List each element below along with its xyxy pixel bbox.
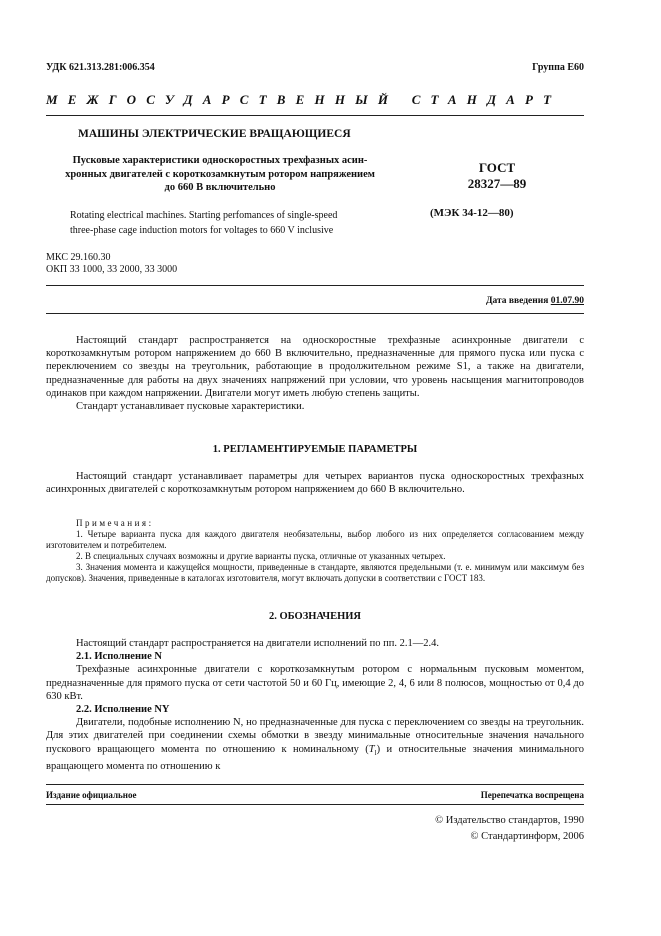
- subtitle-line: до 660 В включительно: [164, 182, 276, 193]
- subsection-2-1-heading: 2.1. Исполнение N: [76, 651, 162, 663]
- copyright-line: © Издательство стандартов, 1990: [435, 815, 584, 826]
- udk-code: УДК 621.313.281:006.354: [46, 62, 155, 73]
- section-2-title: 2. ОБОЗНАЧЕНИЯ: [268, 611, 362, 622]
- effective-date-label: Дата введения: [485, 296, 549, 306]
- torque-subscript: l: [374, 748, 377, 757]
- classification-codes: [46, 252, 177, 276]
- subsection-2-2-paragraph: [46, 716, 584, 773]
- codes-rule: [46, 285, 584, 286]
- english-title: [70, 209, 400, 238]
- header-rule: [46, 115, 584, 116]
- section-2-paragraph: Настоящий стандарт распространяется на двигатели исполнений по пп. 2.1—2.4.: [76, 638, 439, 649]
- english-title-line: three-phase cage induction motors for voltages to 660 V inclusive: [70, 224, 334, 236]
- intro-paragraph: Настоящий стандарт распространяется на односкоростные трехфазные асинхронные двигатели с короткозамкнутым ротором напряжением до 660 В включительно, предназначенные для прямого пуска или пуска с переключением со звезды на треугольник, работающие в продолжительном режиме S1, а также на двигатели, предназначенные для работы на двух значениях напряжений при условии, что уровень насыщения магнитопроводов одинаков при каждом напряжении. Двигатели могут иметь любую степень защиты.: [46, 335, 584, 399]
- intro-block: [46, 334, 584, 413]
- paragraph-text: ) и относительные значения минимального вращающего момента по отношению к: [46, 743, 584, 772]
- section-1-title: 1. РЕГЛАМЕНТИРУЕМЫЕ ПАРАМЕТРЫ: [212, 444, 418, 455]
- paragraph-text: Двигатели, подобные исполнению N, но предназначенные для пуска с переключением со звезды на треугольник. Для этих двигателей при соединении схемы обмотки в звезду минимальные относительные значения начального пускового вращающего момента по отношению к номинальному (: [46, 717, 584, 755]
- subsection-2-2-heading: 2.2. Исполнение NY: [76, 704, 170, 716]
- date-rule: [46, 313, 584, 314]
- footer-rule: [46, 784, 584, 785]
- reprint-notice: Перепечатка воспрещена: [480, 790, 584, 800]
- section-1-notes: [46, 518, 584, 584]
- gost-label: ГОСТ: [478, 160, 516, 175]
- subsection-2-1-paragraph: Трехфазные асинхронные двигатели с короткозамкнутым ротором с нормальным пусковым моментом, предназначенные для прямого пуска от сети частотой 50 и 60 Гц, имеющие 2, 4, 6 или 8 полюсов, мощностью от 0,4 до 630 кВт.: [46, 664, 584, 702]
- effective-date-value: 01.07.90: [550, 296, 584, 306]
- gost-number: 28327—89: [467, 176, 527, 191]
- group-code: Группа Е60: [532, 62, 584, 73]
- effective-date: [486, 296, 584, 306]
- torque-symbol: T: [368, 743, 375, 755]
- section-1-body: [46, 470, 584, 496]
- document-subtitle: [55, 154, 385, 195]
- footer-bottom-rule: [46, 804, 584, 805]
- notes-heading: Примечания:: [76, 518, 154, 528]
- standard-banner: МЕЖГОСУДАРСТВЕННЫЙ СТАНДАРТ: [46, 92, 562, 107]
- mks-code: МКС 29.160.30: [46, 252, 111, 263]
- note-item: 2. В специальных случаях возможны и другие варианты пуска, отличные от указанных четырех.: [76, 551, 446, 561]
- gost-designation: [452, 160, 542, 192]
- okp-code: ОКП 33 1000, 33 2000, 33 3000: [46, 264, 178, 275]
- note-item: 3. Значения момента и кажущейся мощности, приведенные в стандарте, являются предельными (т. е. минимум или максимум без допусков). Значения, приведенные в каталогах изготовителя, могут включать допуски в соответствии с ГОСТ 183.: [46, 562, 584, 583]
- document-title: МАШИНЫ ЭЛЕКТРИЧЕСКИЕ ВРАЩАЮЩИЕСЯ: [78, 128, 351, 140]
- note-item: 1. Четыре варианта пуска для каждого двигателя необязательны, выбор любого из них определяется согласованием между изготовителем и потребителем.: [46, 529, 584, 550]
- subtitle-line: Пусковые характеристики односкоростных трехфазных асин-: [72, 155, 368, 166]
- copyright-line: © Стандартинформ, 2006: [470, 831, 584, 842]
- section-1-paragraph: Настоящий стандарт устанавливает параметры для четырех вариантов пуска односкоростных трехфазных асинхронных двигателей с короткозамкнутым ротором напряжением до 660 В включительно.: [46, 471, 584, 496]
- section-2-body: [46, 637, 584, 773]
- official-edition: Издание официальное: [46, 790, 137, 800]
- intro-paragraph: Стандарт устанавливает пусковые характеристики.: [76, 401, 305, 413]
- subtitle-line: хронных двигателей с короткозамкнутым ротором напряжением: [65, 168, 375, 180]
- iec-reference: (МЭК 34-12—80): [430, 207, 514, 219]
- english-title-line: Rotating electrical machines. Starting perfomances of single-speed: [70, 210, 338, 221]
